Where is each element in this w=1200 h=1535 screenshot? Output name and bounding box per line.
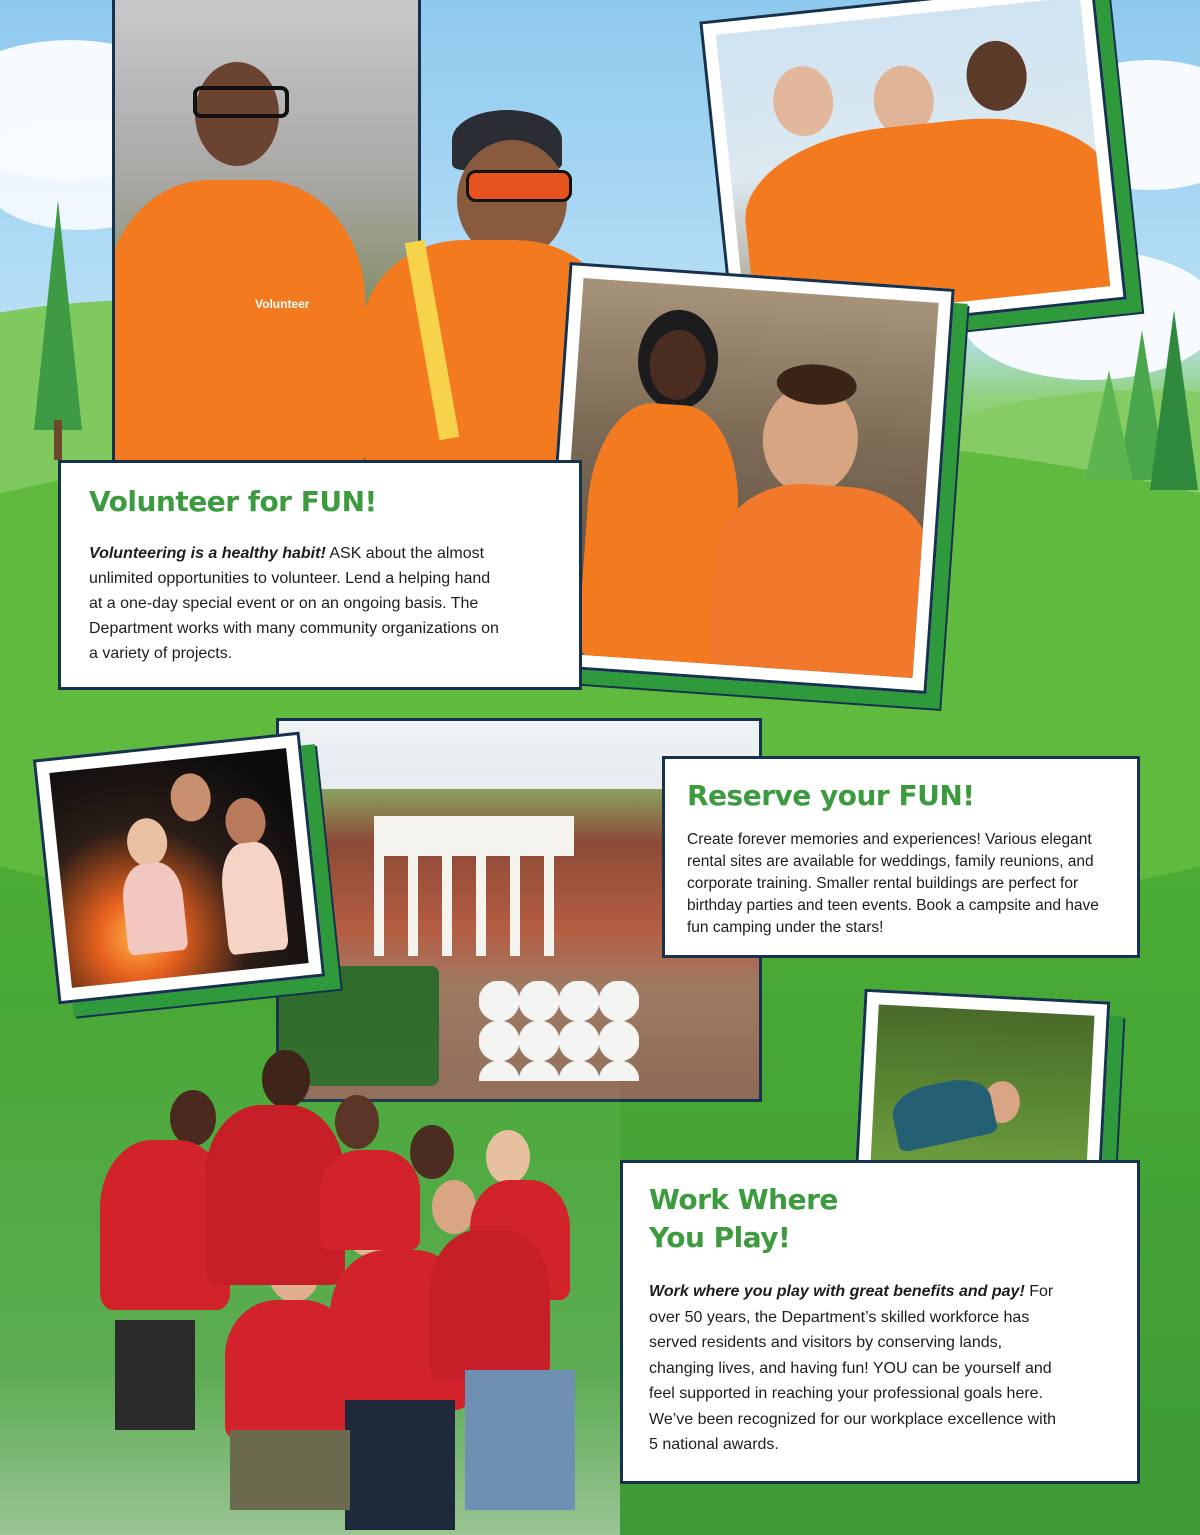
photo-staff-group	[0, 1000, 620, 1535]
work-heading-line1: Work Where	[649, 1183, 838, 1216]
shorts	[230, 1430, 350, 1510]
shorts	[115, 1320, 195, 1430]
tree-trunk	[54, 420, 62, 460]
volunteer-heading: Volunteer for FUN!	[89, 485, 377, 518]
staff-face	[170, 1090, 216, 1146]
volunteer-sweatshirt	[706, 478, 939, 678]
mansion-columns	[374, 856, 574, 956]
glasses-icon	[193, 86, 289, 118]
work-lead: Work where you play with great benefits and pay!	[649, 1283, 1025, 1300]
staff-face	[486, 1130, 530, 1184]
work-card	[620, 1160, 1140, 1484]
tree-icon	[34, 200, 82, 430]
child-clothes	[119, 860, 188, 956]
mansion-porch	[374, 816, 574, 856]
staff-shirt	[225, 1300, 355, 1440]
reserve-card	[662, 756, 1140, 958]
reserve-body: Create forever memories and experiences! Various elegant rental sites are available for weddings, family reunions, and corporate training. Smaller rental buildings are perfect for birthday parties and teen events. Book a campsite and have fun camping under the stars!	[687, 831, 1099, 936]
staff-face	[410, 1125, 454, 1179]
work-paragraph	[649, 1279, 1059, 1458]
adult-face	[168, 771, 213, 823]
volunteer-shirt	[112, 180, 365, 473]
volunteer-card	[58, 460, 582, 690]
photo-frame-volunteers-laughing	[541, 262, 954, 694]
tree-icon	[1150, 310, 1198, 490]
work-heading-line2: You Play!	[649, 1221, 791, 1254]
sunglasses-icon	[466, 170, 572, 202]
photo-frame-campfire	[33, 732, 325, 1005]
tree-icon	[1085, 370, 1133, 480]
yoga-shirt	[888, 1073, 998, 1152]
staff-face	[335, 1095, 379, 1149]
reserve-heading: Reserve your FUN!	[687, 779, 975, 812]
jeans	[345, 1400, 455, 1530]
volunteer-lead: Volunteering is a healthy habit!	[89, 545, 326, 562]
staff-face	[262, 1050, 310, 1108]
staff-shirt	[430, 1230, 550, 1380]
volunteer-face	[963, 38, 1030, 114]
child-face	[125, 816, 170, 868]
staff-shirt	[320, 1150, 420, 1250]
work-heading	[649, 1181, 838, 1257]
volunteer-face	[770, 63, 837, 139]
jeans	[465, 1370, 575, 1510]
shirt-label: Volunteer	[255, 297, 310, 311]
volunteer-paragraph	[89, 541, 499, 666]
volunteer-body: ASK about the almost unlimited opportunities to volunteer. Lend a helping hand at a one-day special event or on an ongoing basis. The Department works with many community organizations on a variety of projects.	[89, 545, 499, 662]
work-body: For over 50 years, the Department’s skilled workforce has served residents and visitors by conserving lands, changing lives, and having fun! YOU can be yourself and feel supported in reaching your professional goals here. We’ve been recognized for our workplace excellence with 5 national awards.	[649, 1283, 1057, 1453]
child-clothes	[218, 840, 289, 956]
child-face	[223, 796, 268, 848]
